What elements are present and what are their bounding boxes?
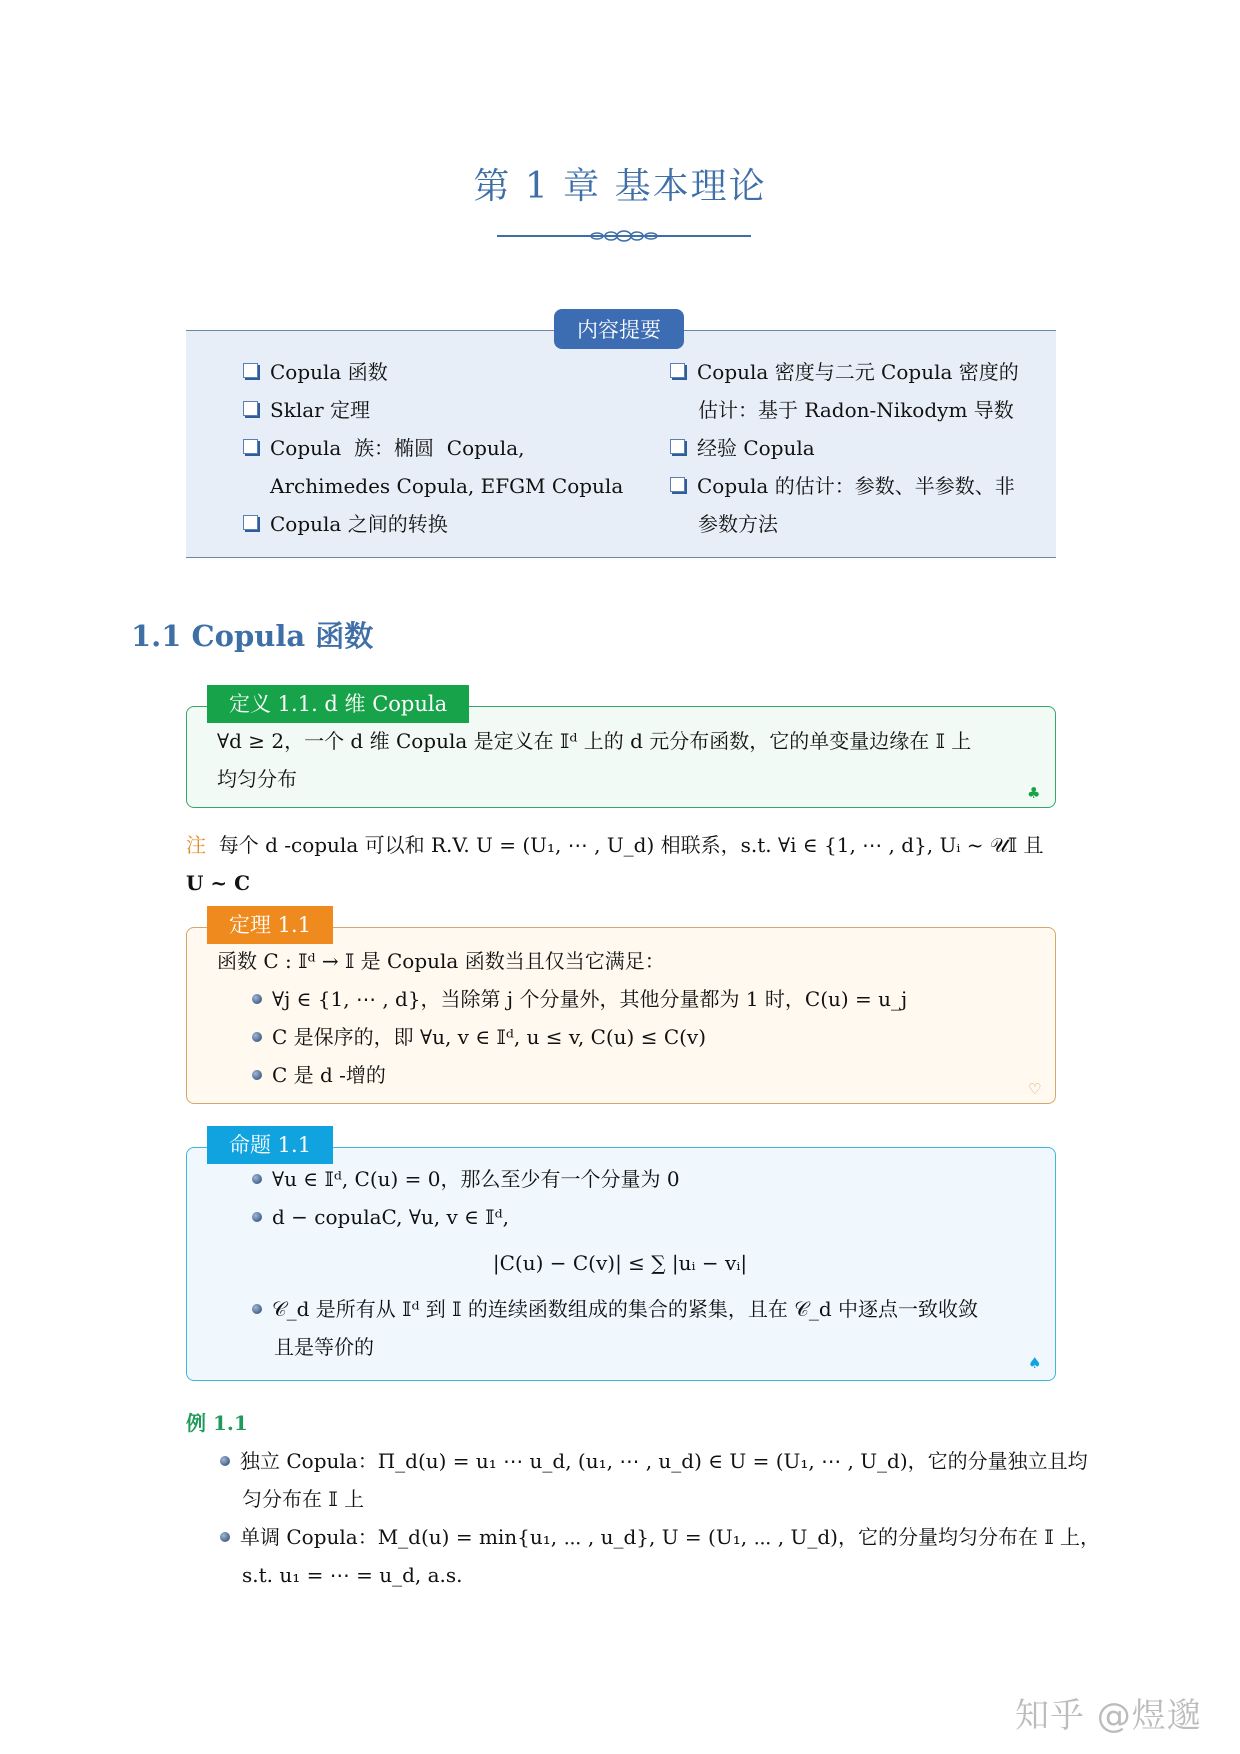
summary-tab: 内容提要 [554,309,684,349]
bullet-icon [252,994,262,1004]
spade-icon: ♠ [1028,1354,1042,1372]
checkbox-icon [670,439,685,454]
note-label: 注 [186,833,206,857]
summary-item-continuation: 参数方法 [698,512,778,536]
example-item: 单调 Copula：M_d(u) = min{u₁, ⋯ , u_d}, U = (U₁, ⋯ , U_d)，它的分量均匀分布在 𝕀 上， [220,1518,1100,1556]
example-label: 例 1.1 [186,1411,248,1435]
example-item-continuation: s.t. u₁ = ⋯ = u_d, a.s. [242,1563,463,1587]
summary-item-continuation: Archimedes Copula, EFGM Copula [270,474,624,498]
note-text: 注 每个 d -copula 可以和 R.V. U = (U₁, ⋯ , U_d) 相联系，s.t. ∀i ∈ {1, ⋯ , d}, Uᵢ ~ 𝒰𝕀 且 [186,833,1044,857]
summary-item: Sklar 定理 [243,391,370,429]
summary-item: Copula 密度与二元 Copula 密度的 [670,353,1019,391]
checkbox-icon [670,363,685,378]
bullet-icon [252,1070,262,1080]
checkbox-icon [243,401,258,416]
theorem-item: C 是保序的，即 ∀u, v ∈ 𝕀ᵈ, u ≤ v, C(u) ≤ C(v) [252,1018,706,1056]
checkbox-icon [243,363,258,378]
summary-item-continuation: 估计：基于 Radon-Nikodym 导数 [698,398,1014,422]
watermark: 知乎 @煜邈 [1015,1696,1202,1736]
proposition-label: 命题 1.1 [207,1126,333,1164]
summary-item: Copula 的估计：参数、半参数、非 [670,467,1015,505]
checkbox-icon [670,477,685,492]
example-item-continuation: 匀分布在 𝕀 上 [242,1487,365,1511]
definition-text: 均匀分布 [217,767,297,791]
checkbox-icon [243,515,258,530]
theorem-item: ∀j ∈ {1, ⋯ , d}，当除第 j 个分量外，其他分量都为 1 时，C(u) = u_j [252,980,907,1018]
bullet-icon [252,1032,262,1042]
theorem-label: 定理 1.1 [207,906,333,944]
summary-item: Copula 函数 [243,353,388,391]
heart-icon: ♡ [1028,1080,1042,1098]
checkbox-icon [243,439,258,454]
definition-text: ∀d ≥ 2，一个 d 维 Copula 是定义在 𝕀ᵈ 上的 d 元分布函数，它的单变量边缘在 𝕀 上 [217,729,972,753]
club-icon: ♣ [1027,784,1041,802]
theorem-intro: 函数 C : 𝕀ᵈ → 𝕀 是 Copula 函数当且仅当它满足： [217,949,665,973]
section-heading: 1.1 Copula 函数 [131,619,374,653]
proposition-formula: |C(u) − C(v)| ≤ ∑ |uᵢ − vᵢ| [492,1251,748,1275]
proposition-item: 𝒞_d 是所有从 𝕀ᵈ 到 𝕀 的连续函数组成的集合的紧集，且在 𝒞_d 中逐点一致收敛 [252,1290,978,1328]
theorem-item: C 是 d -增的 [252,1056,386,1094]
proposition-item-continuation: 且是等价的 [274,1335,374,1359]
chapter-title: 第 1 章 基本理论 [473,166,767,207]
proposition-item: ∀u ∈ 𝕀ᵈ, C(u) = 0，那么至少有一个分量为 0 [252,1160,680,1198]
bullet-icon [252,1304,262,1314]
proposition-item: d − copulaC, ∀u, v ∈ 𝕀ᵈ, [252,1198,509,1236]
summary-item: Copula 族：椭圆 Copula, [243,429,524,467]
title-ornament-divider [497,228,751,244]
bullet-icon [252,1174,262,1184]
example-item: 独立 Copula：Π_d(u) = u₁ ⋯ u_d, (u₁, ⋯ , u_d) ∈ U = (U₁, ⋯ , U_d)，它的分量独立且均 [220,1442,1088,1480]
summary-item: Copula 之间的转换 [243,505,448,543]
bullet-icon [220,1532,230,1542]
note-text: U ~ C [186,871,251,895]
bullet-icon [220,1456,230,1466]
summary-item: 经验 Copula [670,429,815,467]
definition-label: 定义 1.1. d 维 Copula [207,685,469,723]
bullet-icon [252,1212,262,1222]
